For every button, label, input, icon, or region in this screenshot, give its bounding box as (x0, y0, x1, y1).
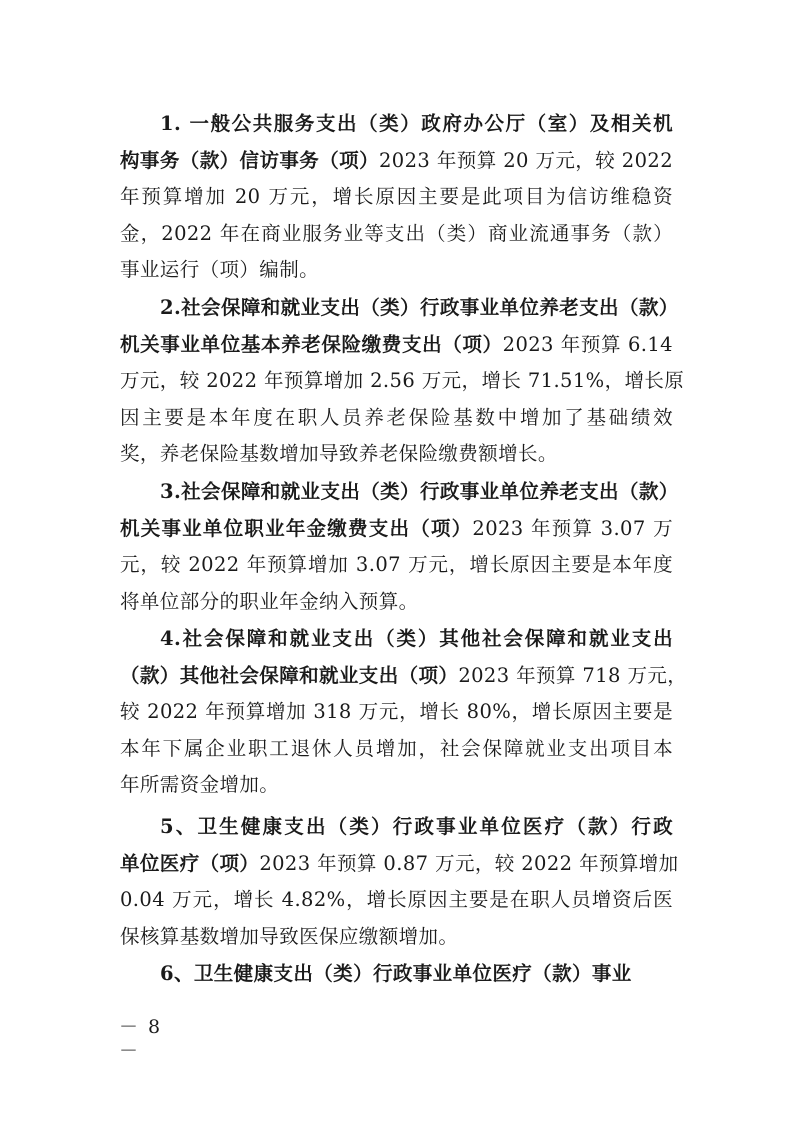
body-text: 金，2022 年在商业服务业等支出（类）商业流通事务（款） (120, 221, 673, 245)
text-line (120, 369, 685, 393)
heading-text: 机关事业单位职业年金缴费支出（项） (120, 516, 473, 540)
text-line (120, 773, 673, 797)
body-text: 年预算增加 20 万元，增长原因主要是此项目为信访维稳资 (120, 185, 673, 208)
body-text: 因主要是本年度在职人员养老保险基数中增加了基础绩效 (120, 405, 673, 429)
text-line (160, 480, 679, 504)
text-line (160, 627, 673, 651)
text-line (120, 700, 673, 724)
text-line (160, 296, 679, 320)
body-text: 2023 年预算 718 万元， (458, 663, 688, 687)
body-text: 元，较 2022 年预算增加 3.07 万元，增长原因主要是本年度 (120, 553, 673, 576)
text-line (120, 663, 688, 688)
heading-text: 2.社会保障和就业支出（类）行政事业单位养老支出（款） (160, 296, 679, 319)
text-line (120, 553, 673, 577)
body-text: 万元，较 2022 年预算增加 2.56 万元，增长 71.51%，增长原 (120, 369, 685, 392)
heading-text: 4.社会保障和就业支出（类）其他社会保障和就业支出 (160, 627, 673, 650)
body-text: 本年下属企业职工退休人员增加，社会保障就业支出项目本 (120, 736, 673, 760)
body-text: 保核算基数增加导致医保应缴额增加。 (120, 924, 459, 948)
text-line (120, 222, 673, 246)
text-line (160, 112, 673, 136)
text-line (120, 406, 673, 430)
heading-text: 5、卫生健康支出（类）行政事业单位医疗（款）行政 (160, 815, 673, 838)
page-number: － 8 － (119, 1016, 163, 1062)
text-line (160, 815, 673, 839)
heading-text: 构事务（款）信访事务（项） (120, 148, 379, 172)
heading-text: 机关事业单位基本养老保险缴费支出（项） (120, 332, 503, 356)
text-line (160, 962, 673, 986)
body-text: 2023 年预算 6.14 (502, 332, 673, 356)
body-text: 2023 年预算 3.07 万 (472, 516, 673, 540)
text-line (120, 737, 673, 761)
text-line (120, 925, 673, 949)
body-text: 2023 年预算 20 万元，较 2022 (379, 148, 674, 172)
body-text: 事业运行（项）编制。 (120, 258, 320, 281)
heading-text: 3.社会保障和就业支出（类）行政事业单位养老支出（款） (160, 480, 679, 503)
body-text: 较 2022 年预算增加 318 万元，增长 80%，增长原因主要是 (120, 700, 673, 723)
text-line (120, 258, 673, 282)
text-line (120, 442, 673, 466)
heading-text: 单位医疗（项） (120, 851, 260, 875)
text-line (120, 149, 673, 173)
text-line (120, 590, 673, 614)
body-text: 年所需资金增加。 (120, 773, 280, 796)
text-line (120, 333, 673, 357)
heading-text: 1. 一般公共服务支出（类）政府办公厅（室）及相关机 (160, 112, 673, 135)
body-text: 0.04 万元，增长 4.82%，增长原因主要是在职人员增资后医 (120, 888, 673, 911)
body-text: 2023 年预算 0.87 万元，较 2022 年预算增加 (259, 851, 679, 875)
body-text: 将单位部分的职业年金纳入预算。 (120, 589, 419, 613)
heading-text: 6、卫生健康支出（类）行政事业单位医疗（款）事业 (160, 962, 632, 985)
heading-text: （款）其他社会保障和就业支出（项） (120, 663, 459, 687)
text-line (120, 888, 673, 912)
body-text: 奖，养老保险基数增加导致养老保险缴费额增长。 (120, 442, 558, 465)
text-line (120, 185, 673, 209)
text-line (120, 517, 673, 541)
text-line (120, 851, 679, 876)
